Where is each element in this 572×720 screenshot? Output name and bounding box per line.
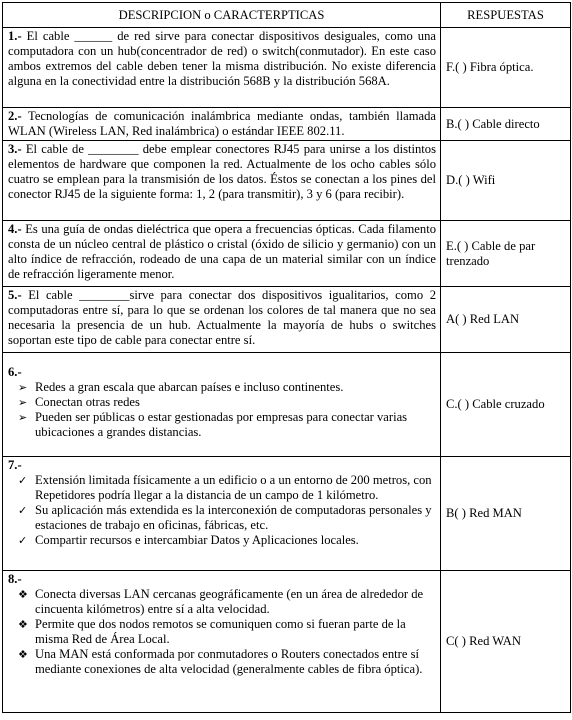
table-row xyxy=(3,457,571,571)
table-row xyxy=(3,287,571,353)
answer-cell: B( ) Red MAN xyxy=(441,457,571,571)
description-cell xyxy=(3,287,441,353)
description-cell xyxy=(3,221,441,287)
row-number: 5.- xyxy=(8,288,22,302)
row-number: 7.- xyxy=(8,458,22,472)
matching-table xyxy=(2,2,571,713)
row-number: 3.- xyxy=(8,142,22,156)
table-row xyxy=(3,571,571,713)
list-item: ✓ Compartir recursos e intercambiar Datos y Aplicaciones locales. xyxy=(18,533,359,547)
diamond-bullet-icon: ❖ xyxy=(18,588,28,601)
list-item: ✓ Su aplicación más extendida es la interconexión de computadoras personales y estaciones de trabajo en oficinas, fábricas, etc. xyxy=(18,503,432,532)
arrow-bullet-icon: ➢ xyxy=(18,396,28,409)
list-item: ➢ Redes a gran escala que abarcan países e incluso continentes. xyxy=(18,380,344,394)
row-number: 1.- xyxy=(8,29,22,43)
table-row xyxy=(3,353,571,457)
description-cell xyxy=(3,108,441,141)
header-description: DESCRIPCION o CARACTERPTICAS xyxy=(3,3,441,28)
list-item: ➢ Conectan otras redes xyxy=(18,395,140,409)
table-row xyxy=(3,108,571,141)
check-bullet-icon: ✓ xyxy=(18,534,28,547)
list-item: ➢ Pueden ser públicas o estar gestionadas por empresas para conectar varias ubicaciones a grandes distancias. xyxy=(18,410,408,439)
row-number: 6.- xyxy=(8,365,22,379)
description-text: El cable ______ de red sirve para conectar dispositivos desiguales, como una computadora con un hub(concentrador de red) o switch(conmutador). En este caso ambos extremos del cable deben tener la misma distribución. No existe diferencia alguna en la conectividad entre la distribución 568B y la distribución 568A. xyxy=(8,29,436,88)
description-cell xyxy=(3,141,441,221)
header-row xyxy=(3,3,571,28)
answer-cell: C( ) Red WAN xyxy=(441,571,571,713)
header-answers: RESPUESTAS xyxy=(441,3,571,28)
check-bullet-icon: ✓ xyxy=(18,504,28,517)
arrow-bullet-icon: ➢ xyxy=(18,381,28,394)
list-item: ❖ Una MAN está conformada por conmutadores o Routers conectados entre sí mediante conexiones de alta velocidad (generalmente cables de fibra óptica). xyxy=(18,647,423,676)
list-item: ❖ Conecta diversas LAN cercanas geográficamente (en un área de alrededor de cincuenta kilómetros) entre sí a alta velocidad. xyxy=(18,587,424,616)
list-item: ❖ Permite que dos nodos remotos se comuniquen como si fueran parte de la misma Red de Área Local. xyxy=(18,617,406,646)
row-number: 4.- xyxy=(8,222,22,236)
arrow-bullet-icon: ➢ xyxy=(18,411,28,424)
answer-cell: E.( ) Cable de par trenzado xyxy=(441,221,571,287)
bullet-list xyxy=(8,587,436,677)
row-number: 2.- xyxy=(8,109,22,123)
table-row xyxy=(3,28,571,108)
description-cell xyxy=(3,571,441,713)
answer-cell: A( ) Red LAN xyxy=(441,287,571,353)
bullet-list xyxy=(8,380,436,440)
description-text: Es una guía de ondas dieléctrica que opera a frecuencias ópticas. Cada filamento consta de un núcleo central de plástico o cristal (óxido de silicio y germanio) con un alto índice de refracción, rodeado de una capa de un material similar con un índice de refracción ligeramente menor. xyxy=(8,222,436,281)
description-cell xyxy=(3,457,441,571)
list-item: ✓ Extensión limitada físicamente a un edificio o a un entorno de 200 metros, con Repetidores podría llegar a la distancia de un campo de 1 kilómetro. xyxy=(18,473,432,502)
description-cell xyxy=(3,353,441,457)
diamond-bullet-icon: ❖ xyxy=(18,648,28,661)
description-cell xyxy=(3,28,441,108)
table-row xyxy=(3,221,571,287)
description-text: El cable de ________ debe emplear conectores RJ45 para unirse a los distintos elementos de hardware que componen la red. Actualmente de los ocho cables sólo cuatro se emplean para la transmisión de los datos. Éstos se conectan a los pines del conector RJ45 de la siguiente forma: 1, 2 (para transmitir), 3 y 6 (para recibir). xyxy=(8,142,436,201)
answer-cell: F.( ) Fibra óptica. xyxy=(441,28,571,108)
answer-cell: C.( ) Cable cruzado xyxy=(441,353,571,457)
bullet-list xyxy=(8,473,436,548)
description-text: Tecnologías de comunicación inalámbrica mediante ondas, también llamada WLAN (Wireless LAN, Red inalámbrica) o estándar IEEE 802.11. xyxy=(8,109,436,138)
answer-cell: B.( ) Cable directo xyxy=(441,108,571,141)
description-text: El cable ________sirve para conectar dos dispositivos igualitarios, como 2 computadoras entre sí, para lo que se ordenan los colores de tal manera que no sea necesaria la presencia de un hub. Actualmente la mayoría de hubs o switches soportan este tipo de cable para conectar entre sí. xyxy=(8,288,436,347)
answer-cell: D.( ) Wifi xyxy=(441,141,571,221)
table-row xyxy=(3,141,571,221)
diamond-bullet-icon: ❖ xyxy=(18,618,28,631)
check-bullet-icon: ✓ xyxy=(18,474,28,487)
row-number: 8.- xyxy=(8,572,22,586)
